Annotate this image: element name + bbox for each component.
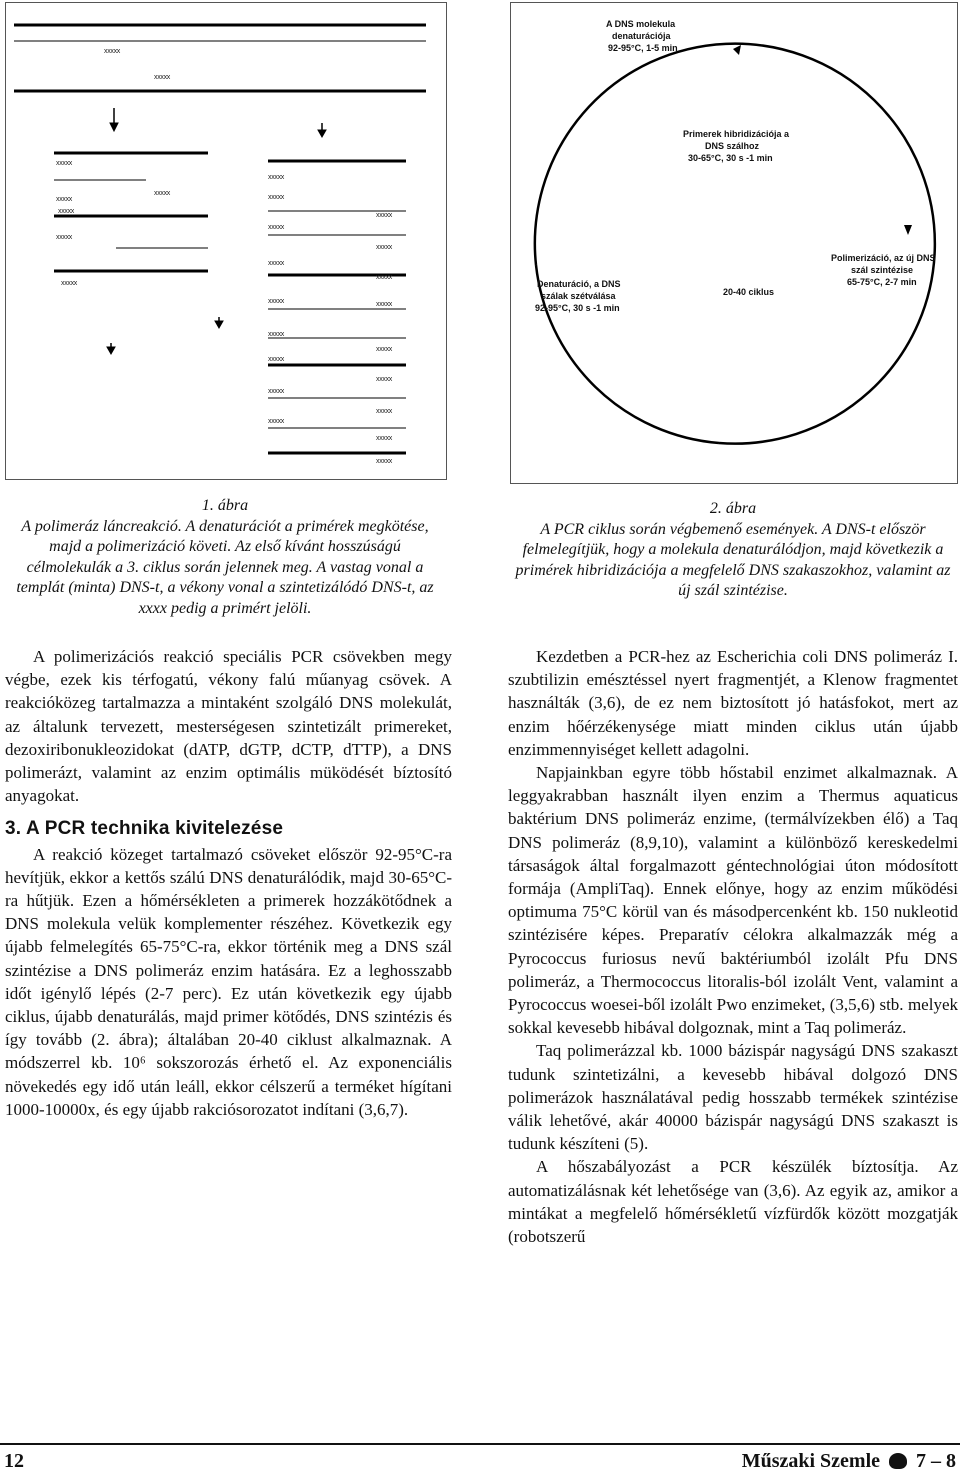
primer-marker: xxxxx xyxy=(268,194,285,201)
svg-text:denaturációja: denaturációja xyxy=(612,31,671,41)
cycle-2-primers xyxy=(268,174,393,465)
pcr-cycle-diagram xyxy=(511,3,957,483)
figure-2-caption xyxy=(510,499,956,602)
primer-marker: xxxxx xyxy=(104,48,121,55)
right-column xyxy=(508,645,958,1248)
primer-marker: xxxxx xyxy=(56,160,73,167)
journal-logo-icon xyxy=(889,1453,907,1469)
svg-text:Denaturáció, a DNS: Denaturáció, a DNS xyxy=(537,279,621,289)
primer-marker: xxxxx xyxy=(268,174,285,181)
footer-rule xyxy=(0,1443,960,1445)
primer-marker: xxxxx xyxy=(58,208,75,215)
primer-marker: xxxxx xyxy=(268,298,285,305)
pcr-strand-diagram xyxy=(6,3,446,479)
paragraph: Taq polimerázzal kb. 1000 bázispár nagyságú DNS szakaszt tudunk szintetizálni, a kevesebb hibával dolgozó DNS polimerázok használatával pedig hosszabb termékek szintézise válik lehetővé, akár 40000 bázispár nagyságú DNS szakaszt is tudunk készíteni (5). xyxy=(508,1041,958,1154)
cycle-1-strands xyxy=(54,153,208,271)
svg-text:A DNS molekula: A DNS molekula xyxy=(606,19,676,29)
page-number: 12 xyxy=(4,1450,24,1472)
primer-marker: xxxxx xyxy=(268,356,285,363)
svg-text:szálak szétválása: szálak szétválása xyxy=(541,291,616,301)
arrow-head-icon xyxy=(904,225,912,235)
primer-marker: xxxxx xyxy=(154,74,171,81)
section-heading: 3. A PCR technika kivitelezése xyxy=(5,818,284,840)
primer-marker: xxxxx xyxy=(376,274,393,281)
figure-1-caption xyxy=(5,496,445,619)
paragraph: A reakció közeget tartalmazó csöveket először 92-95°C-ra hevítjük, ekkor a kettős szálú DNS denaturálódik, majd 30-65°C-ra hűtjük. Ezen a hőmérsékleten a primerek hozzákötődnek a DNS molekula velük komplementer részéhez. Következik egy újabb felmelegítés 65-75°C-ra, ekkor történik meg a DNS szál szintézise a DNS polimeráz enzim hatására. Ez a leghosszabb időt igénylő lépés (2-7 perc). Ez után következik egy újabb ciklus, újabb denaturálás, majd primer kötődés, DNS szintézis és így tovább (2. ábra); általában 20-40 ciklust alkalmaznak. A módszerrel kb. 10⁶ sokszorozás érhető el. Az exponenciális növekedés egy idő után leáll, ekkor célszerű a terméket hígítani 1000-10000x, és egy újabb rakciósorozatot indítani (3,6,7). xyxy=(5,844,452,1119)
arrow-head-icon xyxy=(733,45,741,55)
svg-text:92-95°C, 30 s -1 min: 92-95°C, 30 s -1 min xyxy=(535,303,620,313)
journal-name: Műszaki Szemle xyxy=(741,1450,880,1472)
primer-marker: xxxxx xyxy=(376,301,393,308)
label-denaturation-top xyxy=(606,19,678,53)
left-column xyxy=(5,645,452,1121)
primer-marker: xxxxx xyxy=(61,280,78,287)
svg-text:92-95°C, 1-5 min: 92-95°C, 1-5 min xyxy=(608,43,678,53)
primer-marker: xxxxx xyxy=(376,376,393,383)
template-strands xyxy=(14,25,426,91)
figure-2-caption-text: A PCR ciklus során végbemenő események. A DNS-t először felmelegítjük, hogy a molekula denaturálódjon, majd következik a primérek hibridizációja a megfelelő DNS szakaszokhoz, valamint az új szál szintézise. xyxy=(515,520,951,599)
label-denaturation-left xyxy=(535,279,621,313)
primer-marker: xxxxx xyxy=(56,234,73,241)
primer-marker: xxxxx xyxy=(376,212,393,219)
svg-text:65-75°C, 2-7 min: 65-75°C, 2-7 min xyxy=(847,277,917,287)
cycle-1-primers xyxy=(56,160,171,287)
primer-marker: xxxxx xyxy=(154,190,171,197)
primer-marker: xxxxx xyxy=(376,435,393,442)
primer-marker: xxxxx xyxy=(268,388,285,395)
primer-marker: xxxxx xyxy=(376,244,393,251)
primer-marker: xxxxx xyxy=(268,331,285,338)
primer-marker: xxxxx xyxy=(376,458,393,465)
primer-marker: xxxxx xyxy=(268,224,285,231)
figure-1-caption-text: A polimeráz láncreakció. A denaturációt a primérek megkötése, majd a polimerizáció követi. Az első kívánt hosszúságú célmolekulák a 3. ciklus során jelennek meg. A vastag vonal a templát (minta) DNS-t, a vékony vonal a szintetizálódó DNS-t, az xxxx pedig a primért jelöli. xyxy=(16,517,434,617)
primer-marker: xxxxx xyxy=(56,196,73,203)
paragraph: A hőszabályozást a PCR készülék bíztosítja. Az automatizálásnak két lehetősége van (3,6). Az egyik az, amikor a mintákat a megfelelő hőmérsékletű vízfürdők között mozgatják (robotszerű xyxy=(508,1157,958,1247)
paragraph: Napjainkban egyre több hőstabil enzimet alkalmaznak. A leggyakrabban használt ilyen enzim a Thermus aquaticus baktérium DNS polimeráz enzime, (termálvízekben élő) a Taq DNS polimeráz (8,9,10), valamint a különböző kereskedelmi társaságok által forgalmazott géntechnológiai úton módosított formája (AmpliTaq). Ennek előnye, hogy az enzim működési optimuma 75°C körül van és másodpercenként kb. 150 nukleotid szintézisére képes. Preparatív célokra alkalmazzák még a Pyrococcus furiosus nevű baktériumból izolált Pfu DNS polimeráz, a Thermococcus litoralis-ból izolált Vent, valamint a Pyrococcus woesei-ből izolált Pwo enzimeket, (3,5,6) stb. melyek sokkal kevesebb hibával dolgoznak, mint a Taq polimeráz. xyxy=(508,763,958,1038)
primer-marker: xxxxx xyxy=(376,346,393,353)
primer-marker: xxxxx xyxy=(268,418,285,425)
paragraph: Kezdetben a PCR-hez az Escherichia coli DNS polimeráz I. szubtilizin emésztéssel nyert fragmentjét, a Klenow fragmentet használták (3,6), de ez nem biztosított jó hatásfokot, mert az enzim hőérzékenysége miatt minden ciklus után újabb enzimmennyiséget kellett adagolni. xyxy=(508,647,958,759)
primer-marker: xxxxx xyxy=(268,260,285,267)
svg-text:szál szintézise: szál szintézise xyxy=(851,265,914,275)
svg-text:30-65°C, 30 s -1 min: 30-65°C, 30 s -1 min xyxy=(688,153,773,163)
figure-2-number: 2. ábra xyxy=(709,500,757,517)
label-polymerization xyxy=(831,253,936,287)
figure-2-pcr-cycle xyxy=(510,2,958,484)
journal-footer xyxy=(742,1450,956,1473)
label-annealing xyxy=(683,129,790,163)
svg-text:DNS szálhoz: DNS szálhoz xyxy=(705,141,760,151)
cycle-circle xyxy=(535,44,935,444)
step-arrows xyxy=(107,108,326,354)
figure-1-pcr-diagram xyxy=(5,2,447,480)
journal-issue: 7 – 8 xyxy=(916,1450,956,1472)
primer-marker: xxxxx xyxy=(376,408,393,415)
figure-1-number: 1. ábra xyxy=(201,497,249,514)
paragraph: A polimerizációs reakció speciális PCR csövekben megy végbe, ezek kis térfogatú, vékony falú műanyag csövek. A reakcióközeg tartalmazza a mintaként szolgáló DNS molekulát, az általunk tervezett, mesterségesen szintetizált primereket, dezoxiribonukleozidokat (dATP, dGTP, dCTP, dTTP), a DNS polimerázt, valamint az enzim optimális müködését bíztosító anyagokat. xyxy=(5,647,452,806)
svg-text:Primerek hibridizációja a: Primerek hibridizációja a xyxy=(683,129,790,139)
cycle-count-label: 20-40 ciklus xyxy=(723,287,775,297)
svg-text:Polimerizáció, az új DNS: Polimerizáció, az új DNS xyxy=(831,253,936,263)
